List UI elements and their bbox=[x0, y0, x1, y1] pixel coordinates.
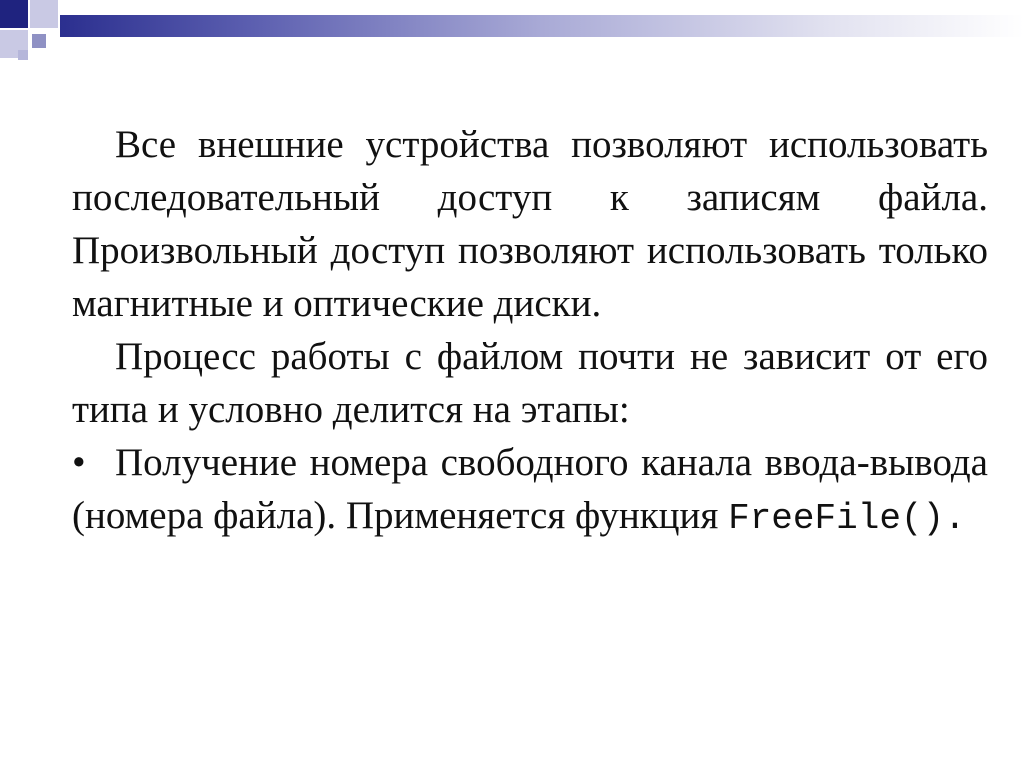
code-period: . bbox=[944, 498, 966, 539]
header-gradient-bar bbox=[60, 15, 1024, 37]
code-freefile: FreeFile() bbox=[728, 498, 945, 539]
slide-body bbox=[72, 118, 988, 545]
header-square-small bbox=[32, 34, 46, 48]
bullet-marker: • bbox=[72, 441, 86, 484]
paragraph-access: Все внешние устройства позволяют использовать последовательный доступ к записям файла. Произвольный доступ позволяют использовать только магнитные и оптические диски. bbox=[72, 123, 988, 325]
header-square-tiny bbox=[18, 50, 28, 60]
header-square-light bbox=[30, 0, 58, 28]
bullet-text: Получение номера свободного канала ввода-вывода (номера файла). Применяется функция bbox=[72, 441, 988, 537]
paragraph-process: Процесс работы с файлом почти не зависит от его типа и условно делится на этапы: bbox=[72, 335, 988, 431]
header-square-dark bbox=[0, 0, 28, 28]
bullet-item bbox=[72, 436, 988, 545]
